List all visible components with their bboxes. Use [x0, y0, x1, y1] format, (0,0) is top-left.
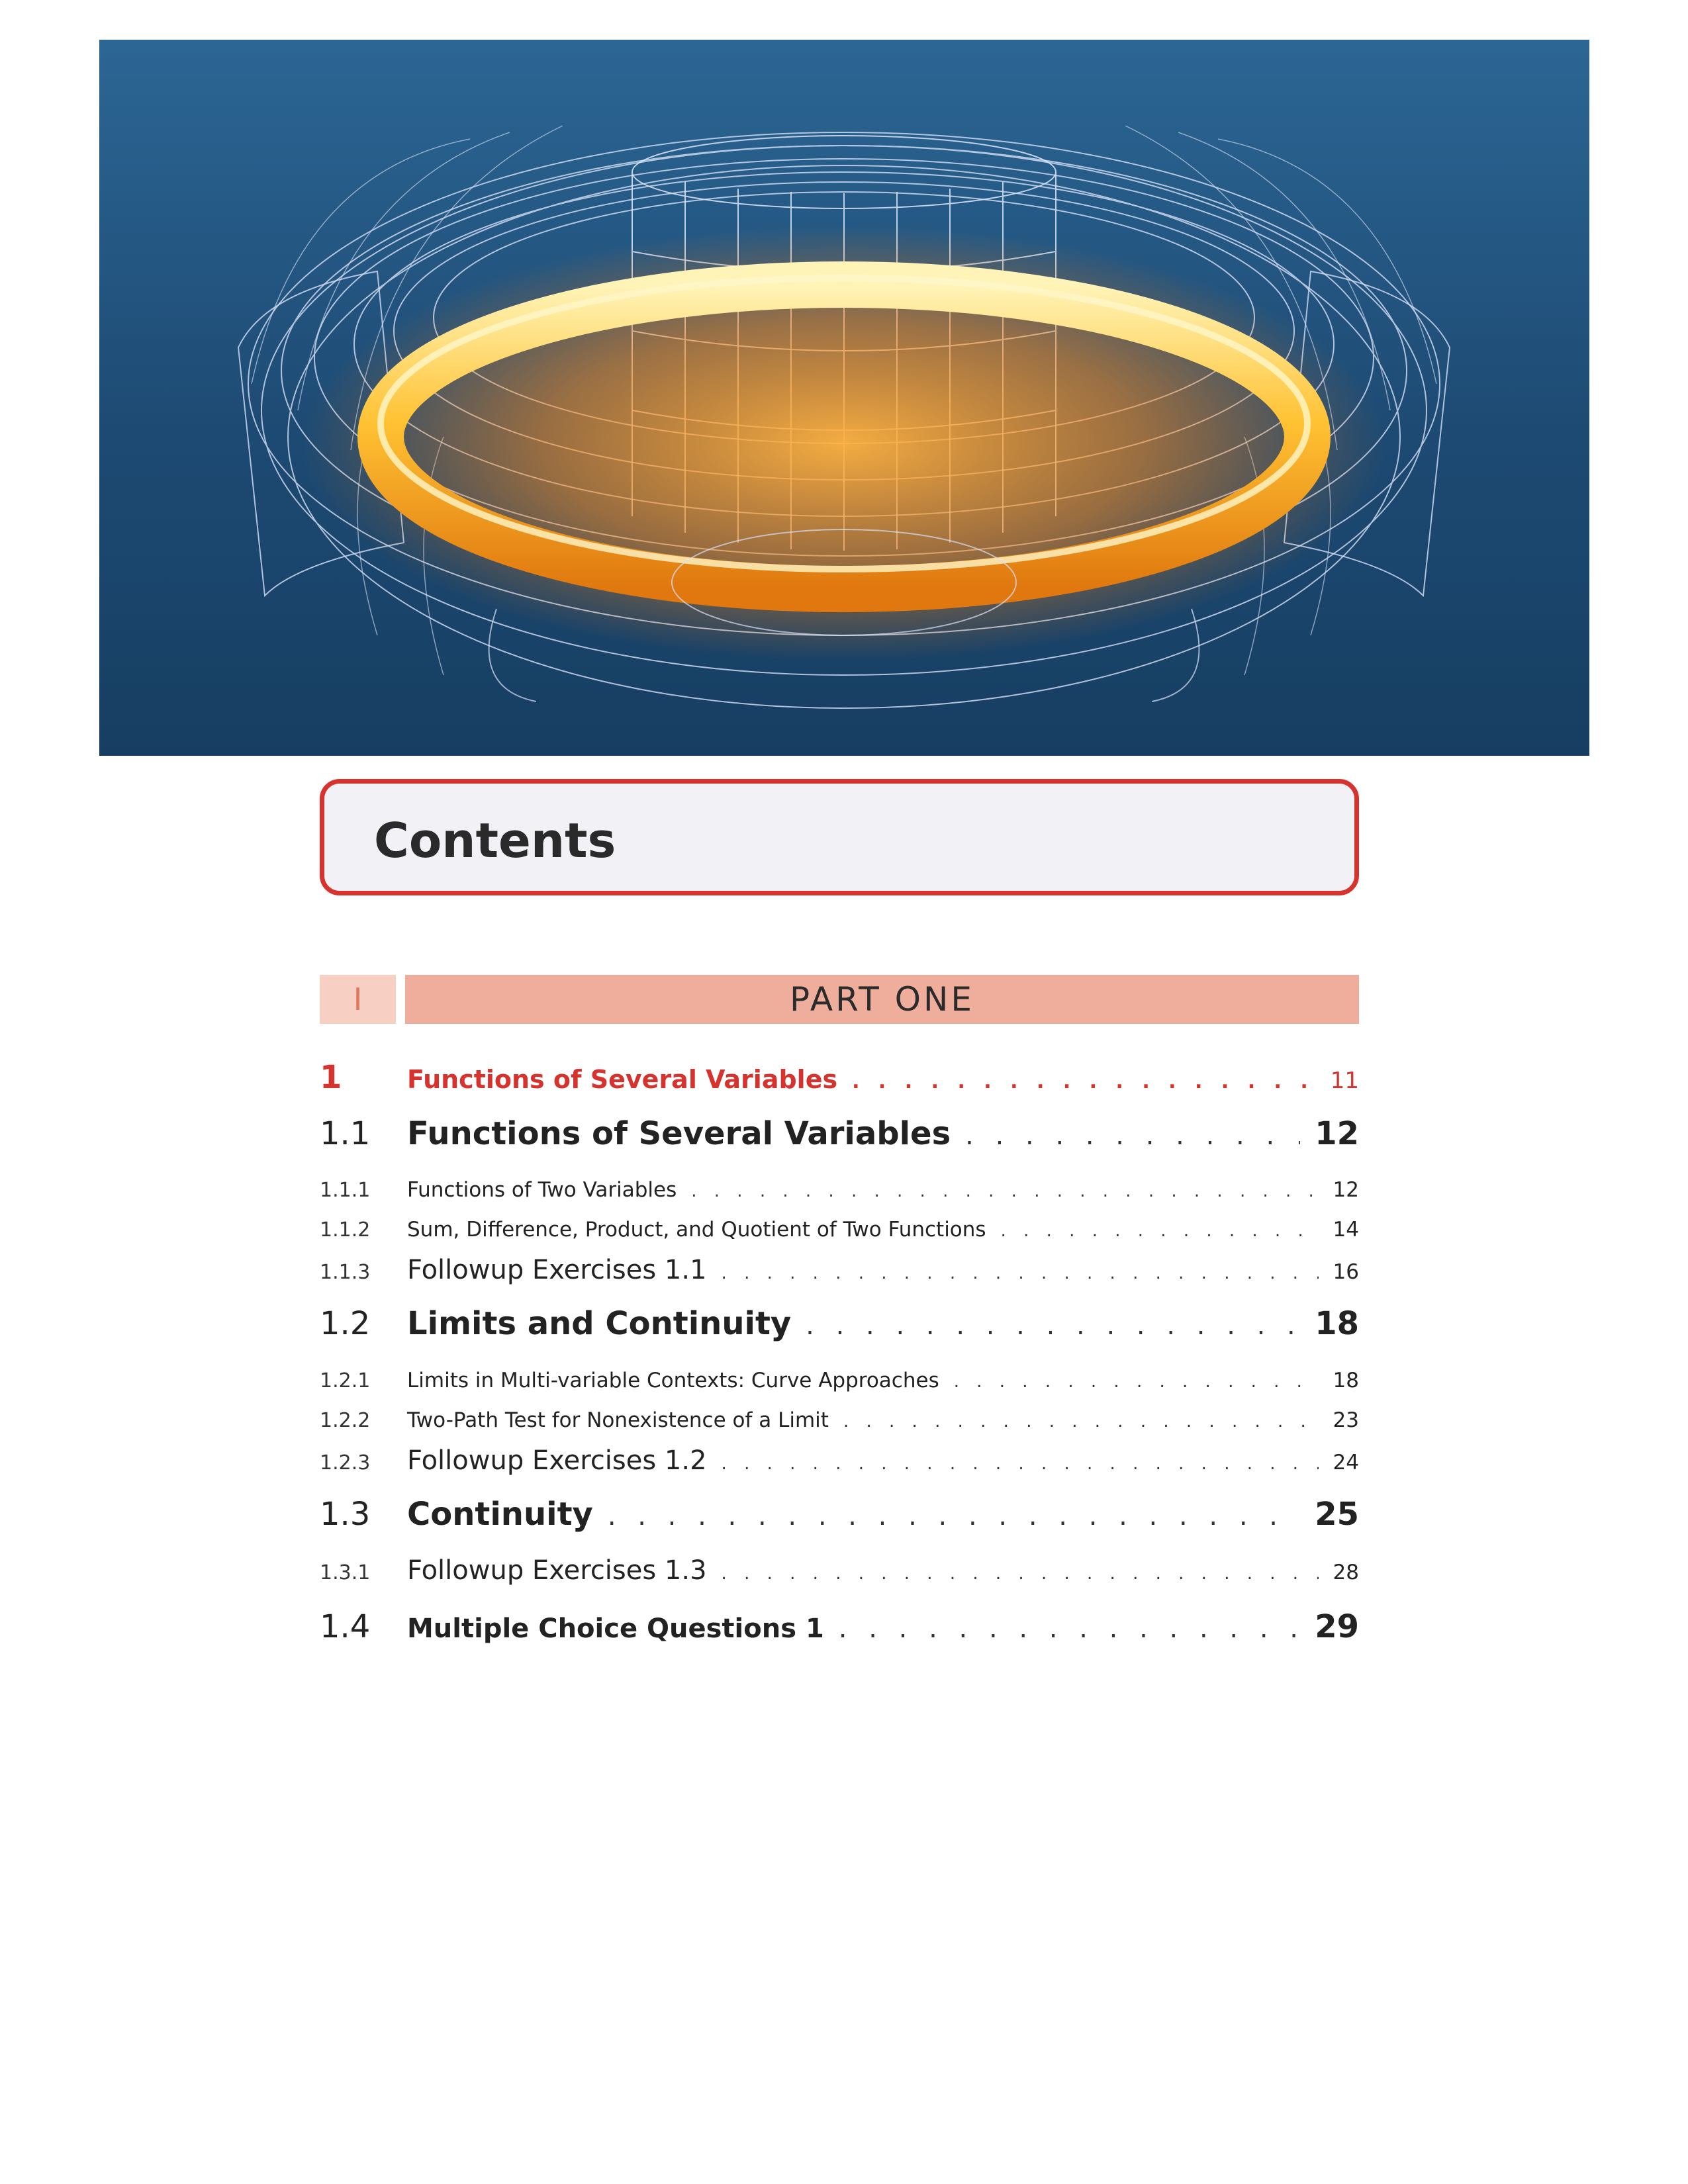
toc-entry-page: 11	[1330, 1068, 1359, 1094]
toc-subsection-entry[interactable]	[320, 1555, 1359, 1586]
toc-entry-title: Functions of Several Variables	[407, 1065, 838, 1094]
toc-leader-dots	[1001, 1221, 1319, 1241]
toc-entry-title: Limits in Multi-variable Contexts: Curve Approaches	[407, 1369, 939, 1392]
toc-entry-title: Limits and Continuity	[407, 1305, 792, 1342]
toc-entry-title: Continuity	[407, 1496, 593, 1533]
toc-entry-title: Functions of Two Variables	[407, 1178, 677, 1202]
toc-subsection-entry[interactable]	[320, 1445, 1359, 1476]
toc-entry-number: 1.2	[320, 1305, 371, 1342]
toc-leader-dots	[839, 1614, 1300, 1644]
toc-leader-dots	[806, 1310, 1300, 1341]
toc-entry-title: Two-Path Test for Nonexistence of a Limit	[407, 1408, 829, 1432]
toc-entry-number: 1.1.1	[320, 1179, 371, 1202]
toc-entry-number: 1.2.2	[320, 1409, 371, 1432]
part-title: PART ONE	[405, 975, 1359, 1024]
toc-entry-title: Followup Exercises 1.1	[407, 1255, 707, 1285]
toc-entry-page: 28	[1333, 1561, 1359, 1584]
toc-leader-dots	[691, 1181, 1318, 1201]
toc-entry-number: 1.3.1	[320, 1561, 371, 1584]
toc-entry-number: 1.1.2	[320, 1218, 371, 1242]
toc-entry-title: Functions of Several Variables	[407, 1115, 951, 1152]
toc-subsection-entry[interactable]	[320, 1178, 1359, 1202]
toc-entry-page: 12	[1333, 1178, 1359, 1202]
toc-entry-number: 1.2.1	[320, 1369, 371, 1392]
toc-entry-page: 18	[1315, 1305, 1359, 1342]
toc-leader-dots	[954, 1372, 1319, 1392]
toc-leader-dots	[965, 1120, 1300, 1151]
toc-chapter-entry[interactable]	[320, 1059, 1359, 1096]
toc-leader-dots	[722, 1564, 1319, 1584]
toc-subsection-entry[interactable]	[320, 1369, 1359, 1392]
toc-leader-dots	[608, 1501, 1300, 1531]
toc-entry-number: 1.1	[320, 1115, 371, 1152]
part-number: I	[320, 975, 396, 1024]
toc-entry-page: 16	[1333, 1260, 1359, 1284]
contents-title-box	[320, 779, 1359, 895]
toc-entry-page: 12	[1315, 1115, 1359, 1152]
header-illustration	[99, 40, 1589, 756]
toc-entry-page: 25	[1315, 1496, 1359, 1533]
toc-section-entry[interactable]	[320, 1115, 1359, 1152]
toc-entry-page: 29	[1315, 1608, 1359, 1645]
toc-leader-dots	[722, 1263, 1319, 1283]
toc-entry-title: Followup Exercises 1.2	[407, 1445, 707, 1476]
toc-entry-page: 23	[1333, 1408, 1359, 1432]
toc-section-entry[interactable]	[320, 1608, 1359, 1645]
toc-subsection-entry[interactable]	[320, 1408, 1359, 1432]
toc-entry-title: Followup Exercises 1.3	[407, 1555, 707, 1586]
toc-leader-dots	[722, 1454, 1319, 1474]
toc-entry-page: 24	[1333, 1451, 1359, 1475]
toc-entry-number: 1	[320, 1059, 342, 1096]
contents-title: Contents	[374, 813, 616, 868]
toc-entry-page: 18	[1333, 1369, 1359, 1392]
toc-entry-number: 1.4	[320, 1608, 371, 1645]
toc-entry-page: 14	[1333, 1218, 1359, 1242]
toc-entry-number: 1.3	[320, 1496, 371, 1533]
toc-entry-title: Multiple Choice Questions 1	[407, 1614, 824, 1644]
toc-entry-number: 1.1.3	[320, 1261, 371, 1284]
toc-section-entry[interactable]	[320, 1305, 1359, 1342]
toc-section-entry[interactable]	[320, 1496, 1359, 1533]
toc-subsection-entry[interactable]	[320, 1255, 1359, 1285]
toc-entry-number: 1.2.3	[320, 1451, 371, 1475]
toc-leader-dots	[843, 1412, 1319, 1432]
toc-leader-dots	[852, 1070, 1316, 1093]
toc-subsection-entry[interactable]	[320, 1218, 1359, 1242]
toc-entry-title: Sum, Difference, Product, and Quotient of Two Functions	[407, 1218, 986, 1242]
